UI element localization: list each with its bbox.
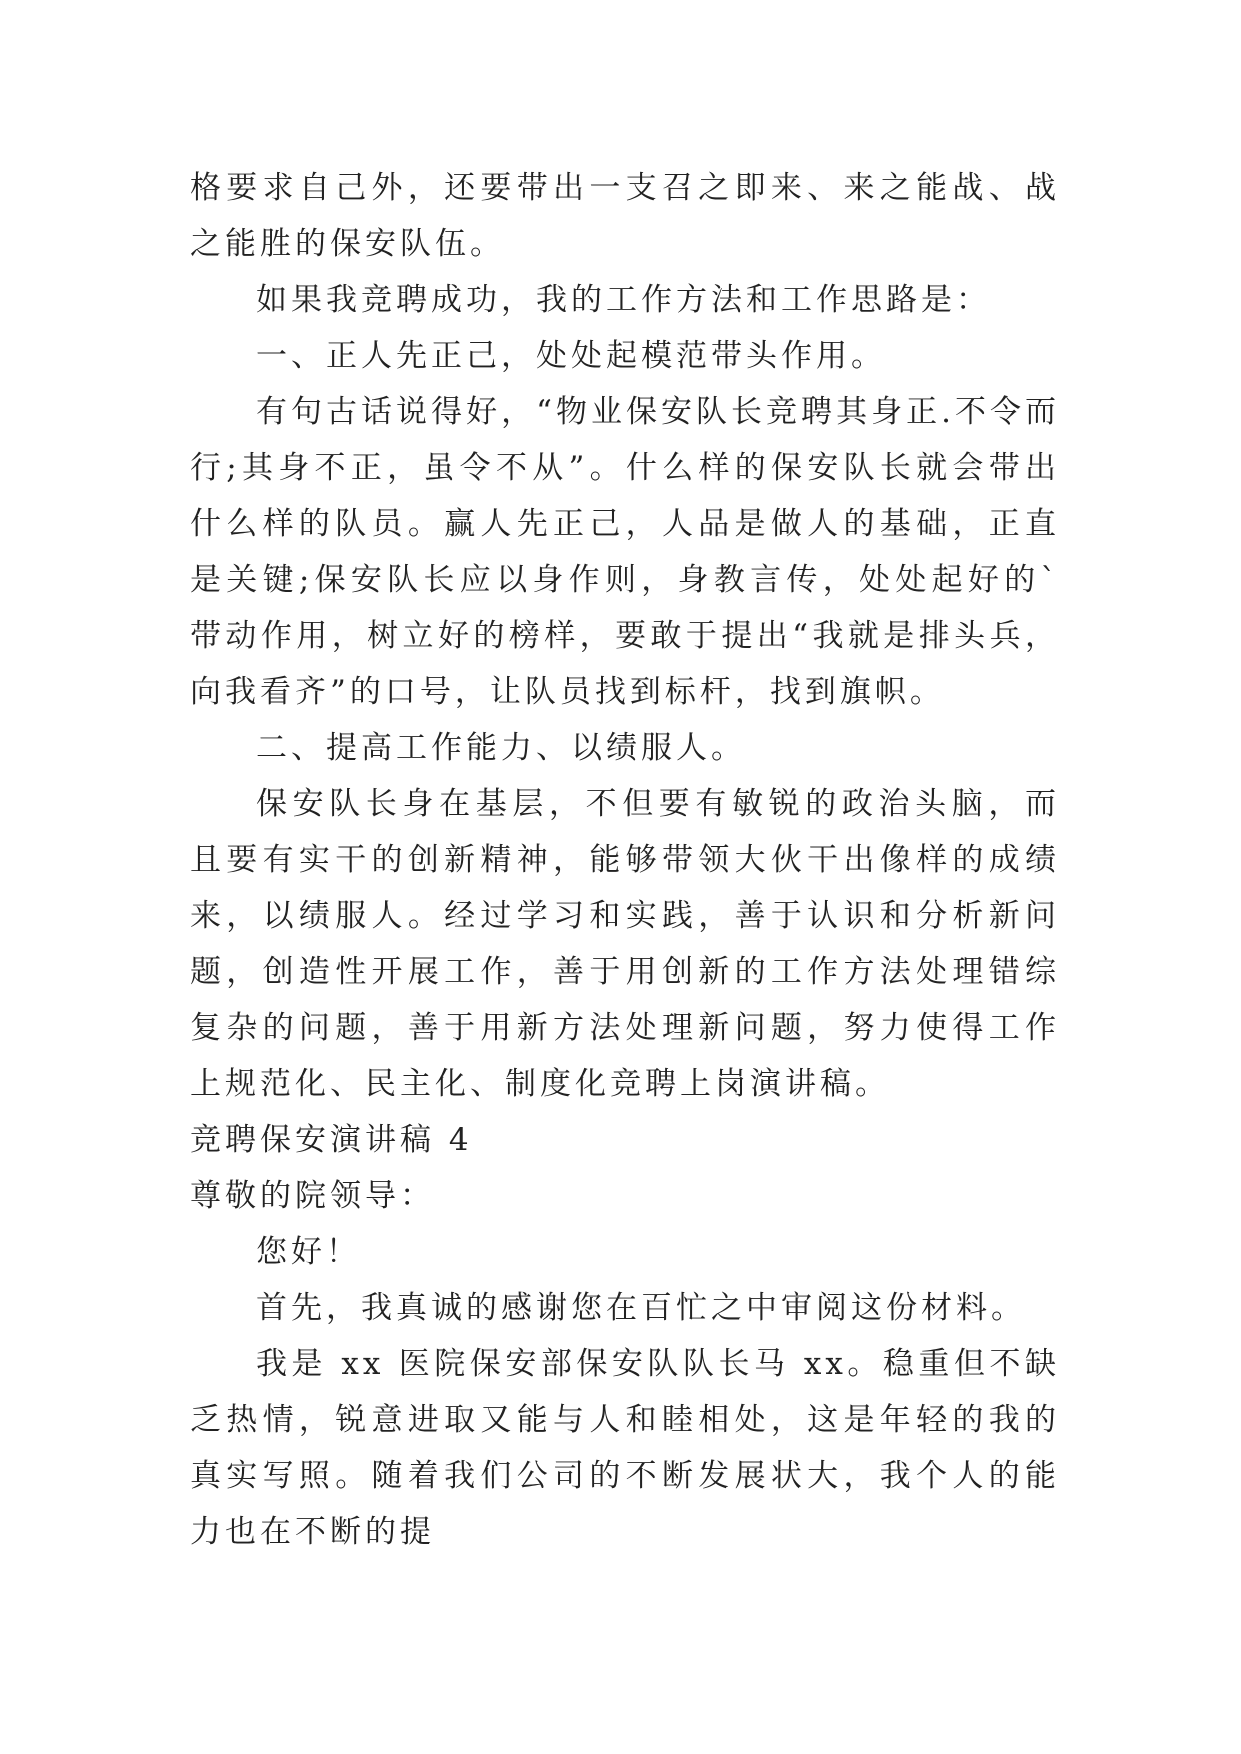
paragraph: 格要求自己外，还要带出一支召之即来、来之能战、战之能胜的保安队伍。 (190, 170, 1060, 262)
greeting: 您好！ (256, 1234, 361, 1270)
section-heading: 一、正人先正己，处处起模范带头作用。 (256, 338, 886, 374)
paragraph: 我是 xx 医院保安部保安队队长马 xx。稳重但不缺乏热情，锐意进取又能与人和睦相处，这是年轻的我的真实写照。随着我们公司的不断发展状大，我个人的能力也在不断的提 (190, 1346, 1060, 1550)
document-title: 竞聘保安演讲稿 4 (190, 1122, 473, 1158)
document-body (190, 160, 1060, 1560)
section-heading: 二、提高工作能力、以绩服人。 (256, 730, 746, 766)
paragraph: 首先，我真诚的感谢您在百忙之中审阅这份材料。 (256, 1290, 1026, 1326)
salutation: 尊敬的院领导： (190, 1178, 435, 1214)
paragraph: 如果我竞聘成功，我的工作方法和工作思路是： (256, 282, 991, 318)
paragraph: 保安队长身在基层，不但要有敏锐的政治头脑，而且要有实干的创新精神，能够带领大伙干出像样的成绩来，以绩服人。经过学习和实践，善于认识和分析新问题，创造性开展工作，善于用创新的工作方法处理错综复杂的问题，善于用新方法处理新问题，努力使得工作上规范化、民主化、制度化竞聘上岗演讲稿。 (190, 786, 1060, 1102)
paragraph: 有句古话说得好，“物业保安队长竞聘其身正.不令而行;其身不正，虽令不从”。什么样的保安队长就会带出什么样的队员。赢人先正己，人品是做人的基础，正直是关键;保安队长应以身作则，身教言传，处处起好的`带动作用，树立好的榜样，要敢于提出“我就是排头兵，向我看齐”的口号，让队员找到标杆，找到旗帜。 (190, 394, 1060, 710)
